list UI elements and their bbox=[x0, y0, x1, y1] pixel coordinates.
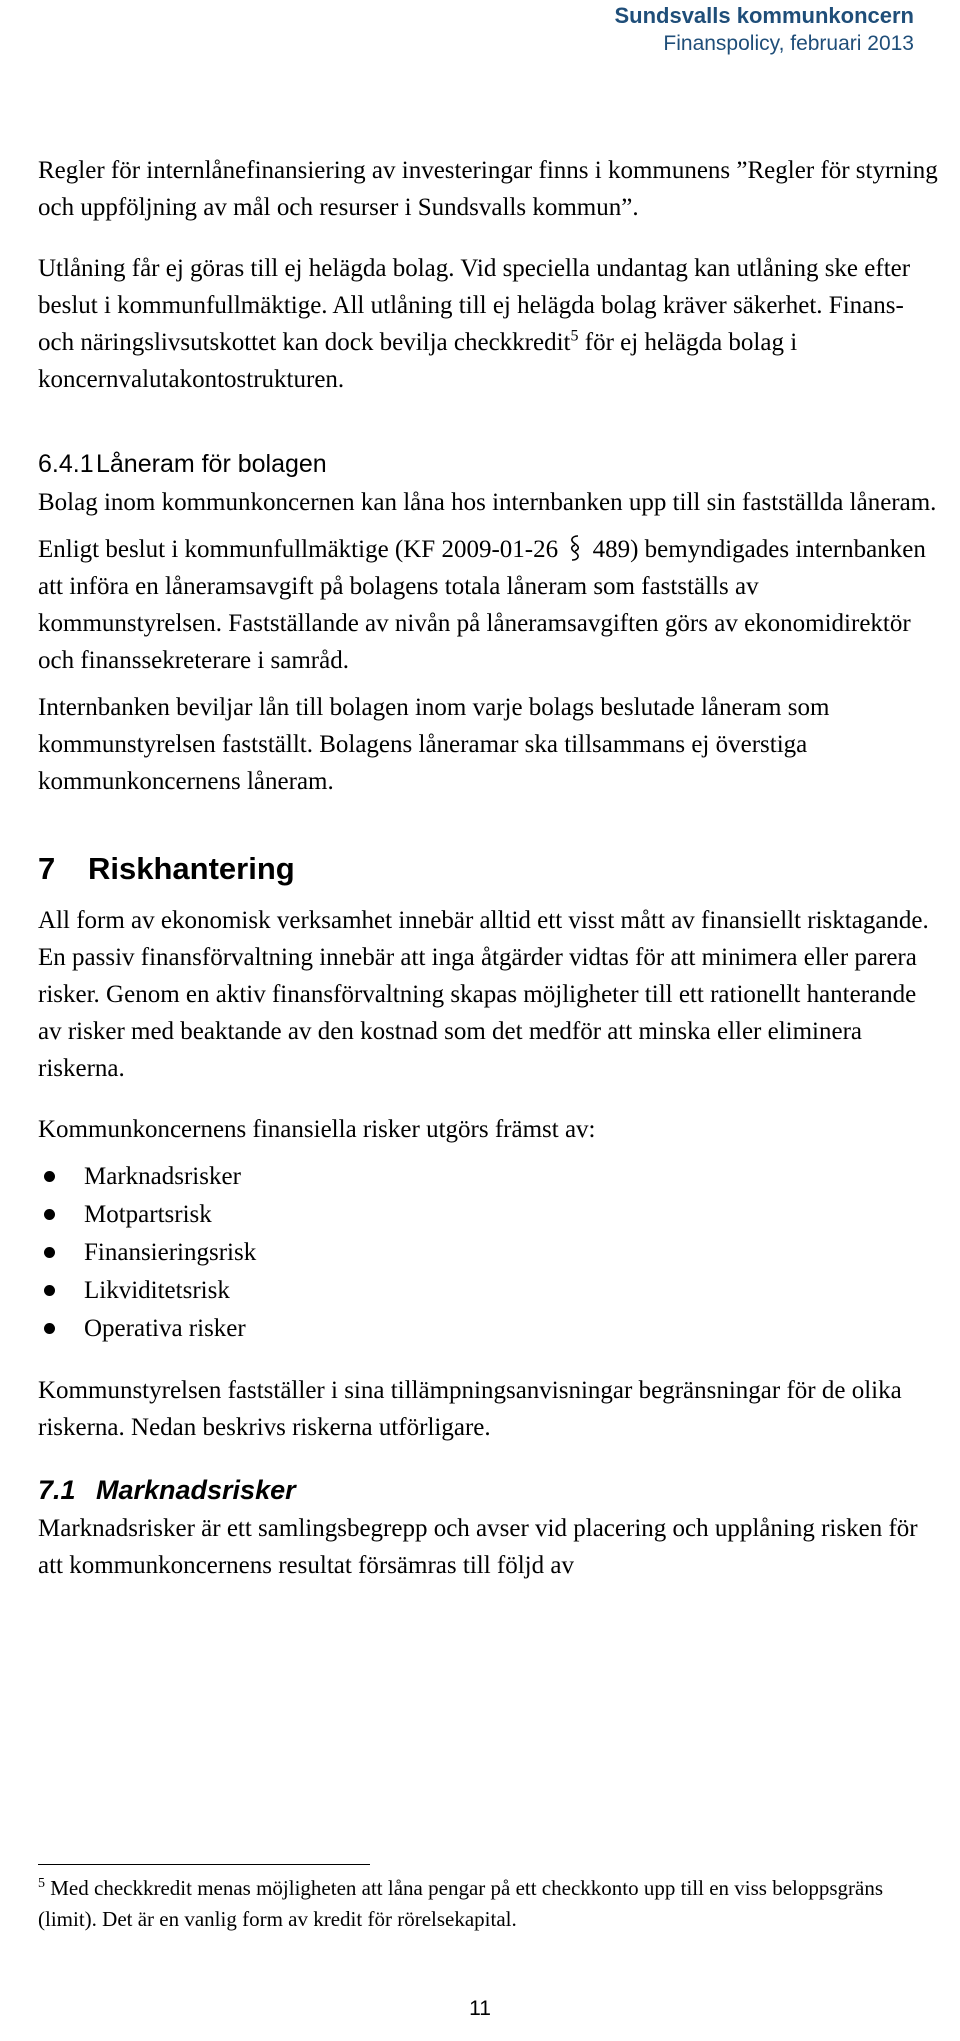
heading-7-1 bbox=[38, 1470, 938, 1510]
paragraph-utlaning-text-a: Utlåning får ej göras till ej helägda bolag. Vid speciella undantag kan utlåning ske efter beslut i kommunfullmäktige. All utlåning till ej helägda bolag kräver säkerhet. Finans- och näringslivsutskottet kan dock bevilja checkkredit bbox=[38, 255, 911, 356]
paragraph-risk-intro: Kommunkoncernens finansiella risker utgörs främst av: bbox=[38, 1116, 596, 1143]
bullet-icon bbox=[44, 1171, 55, 1182]
footnote-divider bbox=[38, 1864, 370, 1865]
risk-list bbox=[38, 1158, 938, 1348]
heading-title: Låneram för bolagen bbox=[96, 450, 327, 478]
bullet-icon bbox=[44, 1323, 55, 1334]
list-item: Finansieringsrisk bbox=[38, 1234, 938, 1272]
heading-title: Riskhantering bbox=[88, 851, 295, 886]
heading-number: 7.1 bbox=[38, 1475, 76, 1505]
footnote bbox=[38, 1873, 938, 1935]
paragraph-riskhantering: All form av ekonomisk verksamhet innebär alltid ett visst mått av finansiellt risktagande. En passiv finansförvaltning innebär att inga åtgärder vidtas för att minimera eller parera risker. Genom en aktiv finansförvaltning skapas möjligheter till ett rationellt hanterande av risker med beaktande av den kostnad som det medför att minska eller eliminera riskerna. bbox=[38, 907, 929, 1082]
paragraph-tillampning: Kommunstyrelsen fastställer i sina tillämpningsanvisningar begränsningar för de olika riskerna. Nedan beskrivs riskerna utförligare. bbox=[38, 1377, 902, 1441]
paragraph-laneram-3: Internbanken beviljar lån till bolagen inom varje bolags beslutade låneram som kommunstyrelsen fastställt. Bolagens låneramar ska tillsammans ej överstiga kommunkoncernens låneram. bbox=[38, 694, 830, 795]
footnote-text: Med checkkredit menas möjligheten att låna pengar på ett checkkonto upp till en viss beloppsgräns (limit). Det är en vanlig form av kredit för rörelsekapital. bbox=[38, 1876, 884, 1931]
heading-number: 7 bbox=[38, 851, 56, 886]
footnote-mark: 5 bbox=[38, 1876, 45, 1891]
paragraph-utlaning bbox=[38, 250, 938, 398]
bullet-icon bbox=[44, 1247, 55, 1258]
footnote-reference[interactable]: 5 bbox=[570, 327, 579, 345]
section-sign-icon bbox=[564, 533, 586, 563]
heading-6-4-1 bbox=[38, 444, 938, 484]
list-item: Operativa risker bbox=[38, 1310, 938, 1348]
paragraph-marknadsrisker: Marknadsrisker är ett samlingsbegrepp och avser vid placering och upplåning risken för att kommunkoncernens resultat försämras till följd av bbox=[38, 1515, 918, 1579]
page-header bbox=[614, 2, 914, 58]
list-item: Marknadsrisker bbox=[38, 1158, 938, 1196]
header-subtitle: Finanspolicy, februari 2013 bbox=[663, 32, 914, 55]
paragraph-laneram-2-text-a: Enligt beslut i kommunfullmäktige (KF 2009-01-26 bbox=[38, 536, 565, 563]
paragraph-utlaning-text-b: för ej helägda bolag i koncernvalutakontostrukturen. bbox=[38, 329, 798, 393]
header-organization: Sundsvalls kommunkoncern bbox=[614, 3, 914, 28]
page-number: 11 bbox=[469, 1997, 491, 2020]
heading-number: 6.4.1 bbox=[38, 450, 94, 478]
paragraph-internlan: Regler för internlånefinansiering av investeringar finns i kommunens ”Regler för styrning och uppföljning av mål och resurser i Sundsvalls kommun”. bbox=[38, 157, 938, 221]
list-item: Likviditetsrisk bbox=[38, 1272, 938, 1310]
list-item: Motpartsrisk bbox=[38, 1196, 938, 1234]
heading-7 bbox=[38, 846, 938, 892]
paragraph-laneram-2-text-b: 489) bemyndigades internbanken att införa en låneramsavgift på bolagens totala låneram som fastställs av kommunstyrelsen. Fastställande av nivån på låneramsavgiften görs av ekonomidirektör och finanssekreterare i samråd. bbox=[38, 536, 926, 674]
bullet-icon bbox=[44, 1285, 55, 1296]
page-content bbox=[38, 152, 938, 1584]
heading-title: Marknadsrisker bbox=[96, 1475, 296, 1505]
bullet-icon bbox=[44, 1209, 55, 1220]
paragraph-laneram-2 bbox=[38, 531, 938, 679]
paragraph-laneram-1: Bolag inom kommunkoncernen kan låna hos internbanken upp till sin fastställda låneram. bbox=[38, 489, 937, 516]
